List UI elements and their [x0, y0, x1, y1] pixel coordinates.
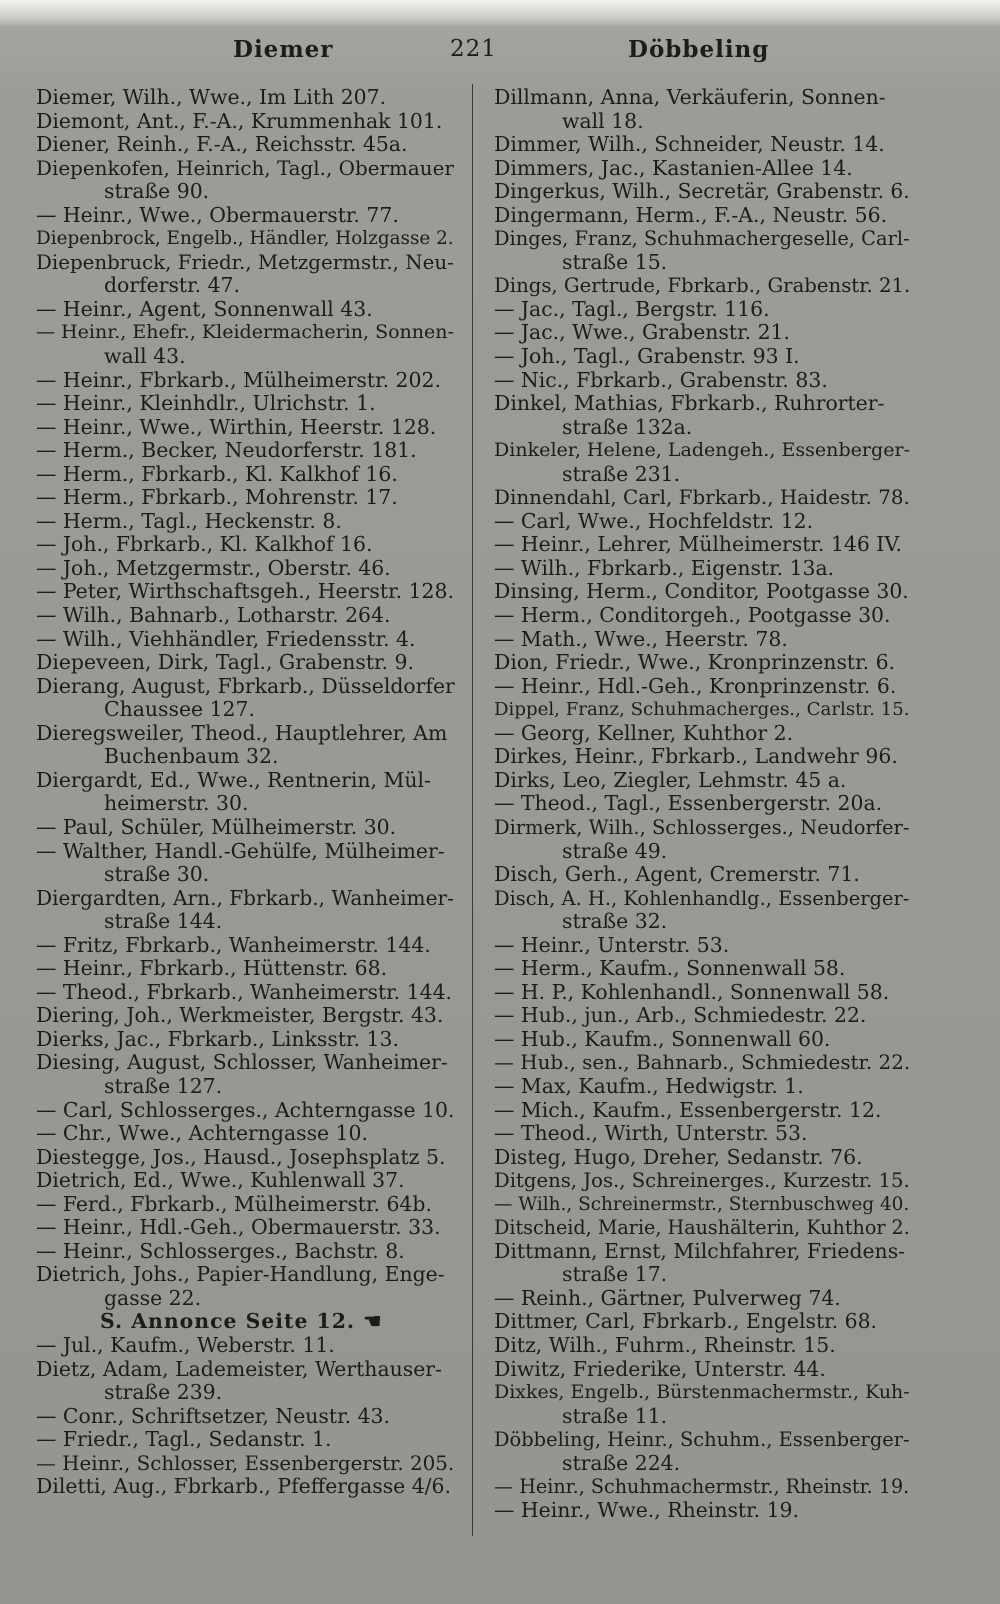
right-column: [494, 86, 914, 1522]
directory-entry: Dierks, Jac., Fbrkarb., Linksstr. 13.: [36, 1026, 399, 1051]
directory-entry: — Chr., Wwe., Achterngasse 10.: [36, 1121, 369, 1146]
entry-continuation: straße 239.: [104, 1380, 223, 1405]
entry-continuation: dorferstr. 47.: [104, 273, 240, 298]
directory-entry: — Math., Wwe., Heerstr. 78.: [494, 626, 788, 651]
directory-entry: — Joh., Fbrkarb., Kl. Kalkhof 16.: [36, 532, 373, 557]
directory-entry: — Walther, Handl.-Gehülfe, Mülheimer-: [36, 838, 445, 863]
directory-entry: — Heinr., Ehefr., Kleidermacherin, Sonnen-: [36, 321, 454, 344]
directory-entry: — Herm., Kaufm., Sonnenwall 58.: [494, 956, 846, 981]
directory-entry: — Heinr., Hdl.-Geh., Obermauerstr. 33.: [36, 1215, 441, 1240]
directory-entry: Dippel, Franz, Schuhmacherges., Carlstr. 15.: [494, 699, 910, 721]
directory-entry: — Herm., Conditorgeh., Pootgasse 30.: [494, 603, 891, 628]
directory-entry: Dinsing, Herm., Conditor, Pootgasse 30.: [494, 579, 909, 604]
directory-entry: — Heinr., Schlosserges., Bachstr. 8.: [36, 1238, 405, 1263]
directory-entry: Dings, Gertrude, Fbrkarb., Grabenstr. 21.: [494, 274, 911, 298]
directory-entry: — Heinr., Unterstr. 53.: [494, 932, 730, 957]
directory-entry: Diepenbruck, Friedr., Metzgermstr., Neu-: [36, 250, 454, 274]
directory-entry: — Heinr., Agent, Sonnenwall 43.: [36, 296, 373, 321]
directory-entry: Diemer, Wilh., Wwe., Im Lith 207.: [36, 85, 387, 109]
directory-entry: — Jul., Kaufm., Weberstr. 11.: [36, 1332, 335, 1357]
directory-entry: Dion, Friedr., Wwe., Kronprinzenstr. 6.: [494, 650, 896, 675]
directory-entry: Diesing, August, Schlosser, Wanheimer-: [36, 1050, 448, 1075]
directory-entry: — Carl, Schlosserges., Achterngasse 10.: [36, 1097, 455, 1122]
directory-entry: — Heinr., Fbrkarb., Mülheimerstr. 202.: [36, 367, 441, 392]
directory-entry: Diemont, Ant., F.-A., Krummenhak 101.: [36, 108, 443, 133]
directory-entry: Diletti, Aug., Fbrkarb., Pfeffergasse 4/6.: [36, 1474, 452, 1499]
directory-entry: Disch, Gerh., Agent, Cremerstr. 71.: [494, 862, 860, 887]
directory-entry: — Ferd., Fbrkarb., Mülheimerstr. 64b.: [36, 1191, 432, 1216]
directory-entry: Dieregsweiler, Theod., Hauptlehrer, Am: [36, 720, 448, 745]
directory-entry: — Jac., Wwe., Grabenstr. 21.: [494, 320, 790, 345]
directory-entry: Diener, Reinh., F.-A., Reichsstr. 45a.: [36, 132, 408, 157]
directory-entry: — Heinr., Fbrkarb., Hüttenstr. 68.: [36, 956, 388, 981]
entry-continuation: straße 30.: [104, 862, 210, 887]
directory-entry: Ditgens, Jos., Schreinerges., Kurzestr. 15.: [494, 1169, 910, 1193]
directory-entry: Ditscheid, Marie, Haushälterin, Kuhthor 2.: [494, 1216, 910, 1240]
entry-continuation: straße 15.: [562, 249, 668, 274]
directory-entry: Dimmers, Jac., Kastanien-Allee 14.: [494, 155, 853, 180]
directory-entry: — Wilh., Fbrkarb., Eigenstr. 13a.: [494, 555, 835, 580]
directory-entry: — Wilh., Bahnarb., Lotharstr. 264.: [36, 603, 391, 628]
directory-entry: Dietz, Adam, Lademeister, Werthauser-: [36, 1356, 442, 1381]
directory-entry: Dietrich, Johs., Papier-Handlung, Enge-: [36, 1262, 445, 1287]
column-divider: [472, 84, 473, 1536]
directory-entry: — Theod., Fbrkarb., Wanheimerstr. 144.: [36, 979, 453, 1004]
directory-entry: Disch, A. H., Kohlenhandlg., Essenberger-: [494, 886, 910, 910]
directory-entry: — Reinh., Gärtner, Pulverweg 74.: [494, 1285, 841, 1310]
directory-entry: Dinkel, Mathias, Fbrkarb., Ruhrorter-: [494, 391, 885, 416]
running-head-right: Döbbeling: [628, 36, 770, 63]
directory-entry: Disteg, Hugo, Dreher, Sedanstr. 76.: [494, 1144, 863, 1169]
entry-continuation: heimerstr. 30.: [104, 791, 249, 816]
directory-entry: — Heinr., Schlosser, Essenbergerstr. 205.: [36, 1451, 455, 1475]
directory-entry: — Wilh., Schreinermstr., Sternbuschweg 40.: [494, 1193, 910, 1215]
directory-entry: Dittmann, Ernst, Milchfahrer, Friedens-: [494, 1238, 906, 1263]
left-column: [36, 86, 458, 1499]
directory-entry: Dittmer, Carl, Fbrkarb., Engelstr. 68.: [494, 1309, 878, 1334]
directory-entry: Dinnendahl, Carl, Fbrkarb., Haidestr. 78.: [494, 486, 910, 510]
directory-entry: Döbbeling, Heinr., Schuhm., Essenberger-: [494, 1428, 910, 1452]
entry-continuation: straße 144.: [104, 909, 223, 934]
entry-continuation: wall 43.: [104, 344, 186, 369]
entry-continuation: straße 90.: [104, 179, 210, 204]
directory-entry: — Friedr., Tagl., Sedanstr. 1.: [36, 1427, 332, 1452]
directory-entry: Dingermann, Herm., F.-A., Neustr. 56.: [494, 202, 888, 227]
page-top-edge: [0, 0, 1000, 26]
directory-entry: — Heinr., Hdl.-Geh., Kronprinzenstr. 6.: [494, 673, 897, 698]
entry-continuation: straße 49.: [562, 838, 668, 863]
entry-continuation: straße 231.: [562, 461, 681, 486]
entry-continuation: straße 17.: [562, 1262, 668, 1287]
directory-entry: Diepenkofen, Heinrich, Tagl., Obermauer: [36, 156, 454, 180]
directory-entry: — Max, Kaufm., Hedwigstr. 1.: [494, 1073, 804, 1098]
directory-entry: — Mich., Kaufm., Essenbergerstr. 12.: [494, 1097, 882, 1122]
directory-entry: — Theod., Tagl., Essenbergerstr. 20a.: [494, 791, 883, 816]
entry-continuation: straße 132a.: [562, 414, 693, 439]
directory-entry: — Heinr., Wwe., Obermauerstr. 77.: [36, 202, 399, 227]
directory-entry: — Joh., Metzgermstr., Oberstr. 46.: [36, 555, 391, 580]
entry-continuation: Buchenbaum 32.: [104, 744, 279, 769]
entry-continuation: straße 127.: [104, 1073, 223, 1098]
entry-continuation: wall 18.: [562, 108, 644, 133]
directory-entry: Diergardt, Ed., Wwe., Rentnerin, Mül-: [36, 767, 431, 792]
directory-entry: — Jac., Tagl., Bergstr. 116.: [494, 296, 770, 321]
directory-entry: Dillmann, Anna, Verkäuferin, Sonnen-: [494, 85, 886, 109]
directory-entry: — Carl, Wwe., Hochfeldstr. 12.: [494, 508, 814, 533]
advertisement-reference: S. Annonce Seite 12. ☚: [100, 1309, 383, 1334]
directory-entry: — Hub., jun., Arb., Schmiedestr. 22.: [494, 1003, 867, 1028]
page-number: 221: [450, 36, 497, 62]
directory-entry: — Theod., Wirth, Unterstr. 53.: [494, 1121, 808, 1146]
directory-entry: Diergardten, Arn., Fbrkarb., Wanheimer-: [36, 885, 454, 910]
directory-entry: — Heinr., Lehrer, Mülheimerstr. 146 IV.: [494, 532, 902, 557]
directory-entry: — Heinr., Wwe., Rheinstr. 19.: [494, 1497, 800, 1522]
directory-entry: Diering, Joh., Werkmeister, Bergstr. 43.: [36, 1003, 444, 1028]
running-head-left: Diemer: [233, 36, 334, 63]
directory-entry: Dimmer, Wilh., Schneider, Neustr. 14.: [494, 132, 885, 157]
entry-continuation: Chaussee 127.: [104, 697, 255, 722]
directory-entry: — Joh., Tagl., Grabenstr. 93 I.: [494, 344, 800, 369]
directory-entry: Dinkeler, Helene, Ladengeh., Essenberger-: [494, 439, 911, 462]
entry-continuation: straße 11.: [562, 1403, 668, 1428]
directory-entry: Dierang, August, Fbrkarb., Düsseldorfer: [36, 673, 455, 698]
directory-entry: Dixkes, Engelb., Bürstenmachermstr., Kuh-: [494, 1381, 910, 1404]
entry-continuation: gasse 22.: [104, 1285, 202, 1310]
directory-entry: Dirks, Leo, Ziegler, Lehmstr. 45 a.: [494, 767, 847, 792]
directory-entry: — Heinr., Kleinhdlr., Ulrichstr. 1.: [36, 391, 376, 416]
directory-entry: Dingerkus, Wilh., Secretär, Grabenstr. 6.: [494, 179, 910, 204]
directory-entry: — Herm., Becker, Neudorferstr. 181.: [36, 438, 417, 463]
directory-entry: Dietrich, Ed., Wwe., Kuhlenwall 37.: [36, 1168, 405, 1193]
directory-entry: Ditz, Wilh., Fuhrm., Rheinstr. 15.: [494, 1332, 836, 1357]
directory-entry: — Paul, Schüler, Mülheimerstr. 30.: [36, 814, 397, 839]
entry-continuation: straße 224.: [562, 1450, 681, 1475]
directory-entry: — Herm., Fbrkarb., Kl. Kalkhof 16.: [36, 461, 398, 486]
directory-entry: — Georg, Kellner, Kuhthor 2.: [494, 720, 794, 745]
directory-entry: — Fritz, Fbrkarb., Wanheimerstr. 144.: [36, 932, 431, 957]
directory-entry: — Heinr., Wwe., Wirthin, Heerstr. 128.: [36, 414, 437, 439]
directory-entry: — Conr., Schriftsetzer, Neustr. 43.: [36, 1403, 390, 1428]
directory-entry: — H. P., Kohlenhandl., Sonnenwall 58.: [494, 979, 890, 1004]
directory-entry: Diepeveen, Dirk, Tagl., Grabenstr. 9.: [36, 650, 414, 675]
entry-continuation: straße 32.: [562, 909, 668, 934]
directory-entry: Diestegge, Jos., Hausd., Josephsplatz 5.: [36, 1144, 446, 1169]
directory-entry: Dirkes, Heinr., Fbrkarb., Landwehr 96.: [494, 744, 898, 769]
directory-entry: Diwitz, Friederike, Unterstr. 44.: [494, 1356, 826, 1381]
directory-entry: — Nic., Fbrkarb., Grabenstr. 83.: [494, 367, 828, 392]
directory-entry: — Hub., sen., Bahnarb., Schmiedestr. 22.: [494, 1051, 911, 1075]
directory-entry: — Herm., Fbrkarb., Mohrenstr. 17.: [36, 485, 398, 510]
directory-entry: — Herm., Tagl., Heckenstr. 8.: [36, 508, 342, 533]
directory-entry: — Hub., Kaufm., Sonnenwall 60.: [494, 1026, 831, 1051]
directory-entry: Dinges, Franz, Schuhmachergeselle, Carl-: [494, 227, 910, 251]
directory-entry: Dirmerk, Wilh., Schlosserges., Neudorfer-: [494, 815, 910, 839]
directory-entry: — Peter, Wirthschaftsgeh., Heerstr. 128.: [36, 579, 454, 604]
directory-entry: — Wilh., Viehhändler, Friedensstr. 4.: [36, 626, 416, 651]
directory-entry: — Heinr., Schuhmachermstr., Rheinstr. 19.: [494, 1475, 910, 1499]
directory-entry: Diepenbrock, Engelb., Händler, Holzgasse 2.: [36, 228, 454, 250]
